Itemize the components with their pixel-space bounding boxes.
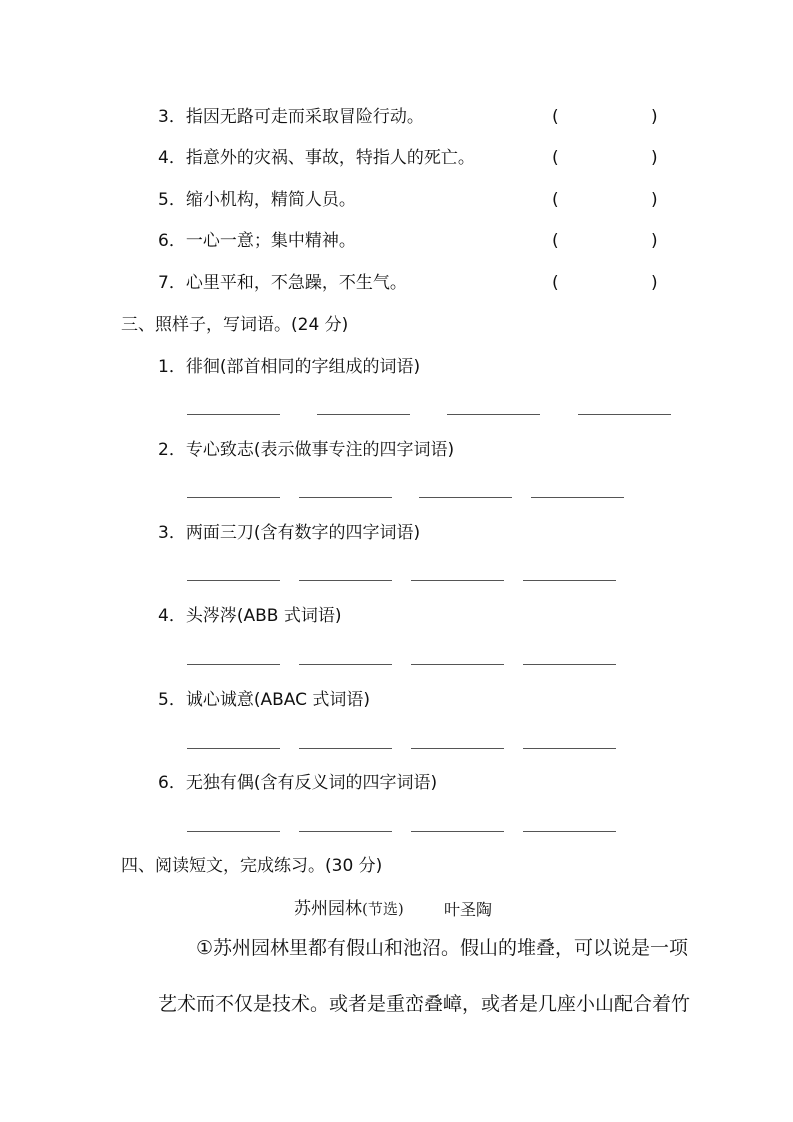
answer-paren-close: ) — [651, 190, 658, 210]
list-item — [158, 188, 356, 212]
item-text: 诚心诚意(ABAC 式词语) — [185, 690, 370, 710]
list-item — [158, 438, 454, 462]
list-item — [158, 105, 424, 129]
title-text: 苏州园林 — [294, 899, 362, 919]
item-text: 无独有偶(含有反义词的四字词语) — [185, 773, 438, 793]
answer-blank[interactable] — [411, 664, 504, 665]
item-text: 指因无路可走而采取冒险行动。 — [185, 107, 424, 127]
item-number: 4． — [158, 606, 186, 626]
item-number: 6． — [158, 773, 186, 793]
answer-blank[interactable] — [411, 580, 504, 581]
answer-blank[interactable] — [187, 664, 280, 665]
section-heading: 四、阅读短文，完成练习。(30 分) — [121, 856, 383, 876]
item-text: 两面三刀(含有数字的四字词语) — [185, 523, 421, 543]
answer-blank[interactable] — [523, 748, 616, 749]
answer-blank[interactable] — [187, 831, 280, 832]
item-text: 指意外的灾祸、事故，特指人的死亡。 — [185, 148, 475, 168]
answer-blank[interactable] — [578, 414, 671, 415]
section-heading: 三、照样子，写词语。(24 分) — [121, 315, 349, 335]
list-item — [158, 521, 420, 545]
answer-paren-open: ( — [552, 273, 559, 293]
item-text: 专心致志(表示做事专注的四字词语) — [185, 440, 455, 460]
item-text: 缩小机构，精简人员。 — [185, 190, 356, 210]
answer-blank[interactable] — [299, 748, 392, 749]
answer-paren-open: ( — [552, 148, 559, 168]
answer-blank[interactable] — [187, 748, 280, 749]
item-number: 5． — [158, 690, 186, 710]
answer-blank[interactable] — [299, 497, 392, 498]
passage-title — [294, 897, 404, 921]
answer-blank[interactable] — [187, 497, 280, 498]
title-note: (节选) — [362, 900, 404, 918]
list-item — [158, 146, 475, 170]
passage-line: ①苏州园林里都有假山和池沼。假山的堆叠，可以说是一项 — [196, 937, 689, 959]
answer-paren-close: ) — [651, 107, 658, 127]
passage-line: 艺术而不仅是技术。或者是重峦叠嶂，或者是几座小山配合着竹 — [158, 993, 691, 1015]
list-item — [158, 771, 437, 795]
answer-blank[interactable] — [299, 831, 392, 832]
item-number: 2． — [158, 440, 186, 460]
item-text: 心里平和，不急躁，不生气。 — [185, 273, 407, 293]
answer-blank[interactable] — [523, 831, 616, 832]
answer-paren-open: ( — [552, 190, 559, 210]
list-item — [158, 688, 370, 712]
list-item — [158, 229, 356, 253]
item-number: 3． — [158, 107, 186, 127]
item-text: 一心一意；集中精神。 — [185, 231, 356, 251]
answer-blank[interactable] — [299, 664, 392, 665]
answer-blank[interactable] — [299, 580, 392, 581]
answer-blank[interactable] — [531, 497, 624, 498]
answer-paren-open: ( — [552, 231, 559, 251]
answer-blank[interactable] — [187, 580, 280, 581]
answer-blank[interactable] — [187, 414, 280, 415]
item-number: 4． — [158, 148, 186, 168]
item-number: 1． — [158, 357, 186, 377]
list-item — [158, 271, 407, 295]
item-number: 6． — [158, 231, 186, 251]
answer-blank[interactable] — [411, 831, 504, 832]
list-item — [158, 604, 341, 628]
passage-author: 叶圣陶 — [444, 900, 493, 919]
item-number: 5． — [158, 190, 186, 210]
answer-paren-close: ) — [651, 231, 658, 251]
answer-blank[interactable] — [523, 580, 616, 581]
answer-blank[interactable] — [411, 748, 504, 749]
list-item — [158, 355, 420, 379]
answer-paren-close: ) — [651, 148, 658, 168]
answer-blank[interactable] — [419, 497, 512, 498]
item-number: 3． — [158, 523, 186, 543]
item-text: 徘徊(部首相同的字组成的词语) — [185, 357, 421, 377]
answer-blank[interactable] — [523, 664, 616, 665]
item-text: 头涔涔(ABB 式词语) — [185, 606, 342, 626]
item-number: 7． — [158, 273, 186, 293]
answer-blank[interactable] — [317, 414, 410, 415]
answer-paren-open: ( — [552, 107, 559, 127]
answer-blank[interactable] — [447, 414, 540, 415]
answer-paren-close: ) — [651, 273, 658, 293]
